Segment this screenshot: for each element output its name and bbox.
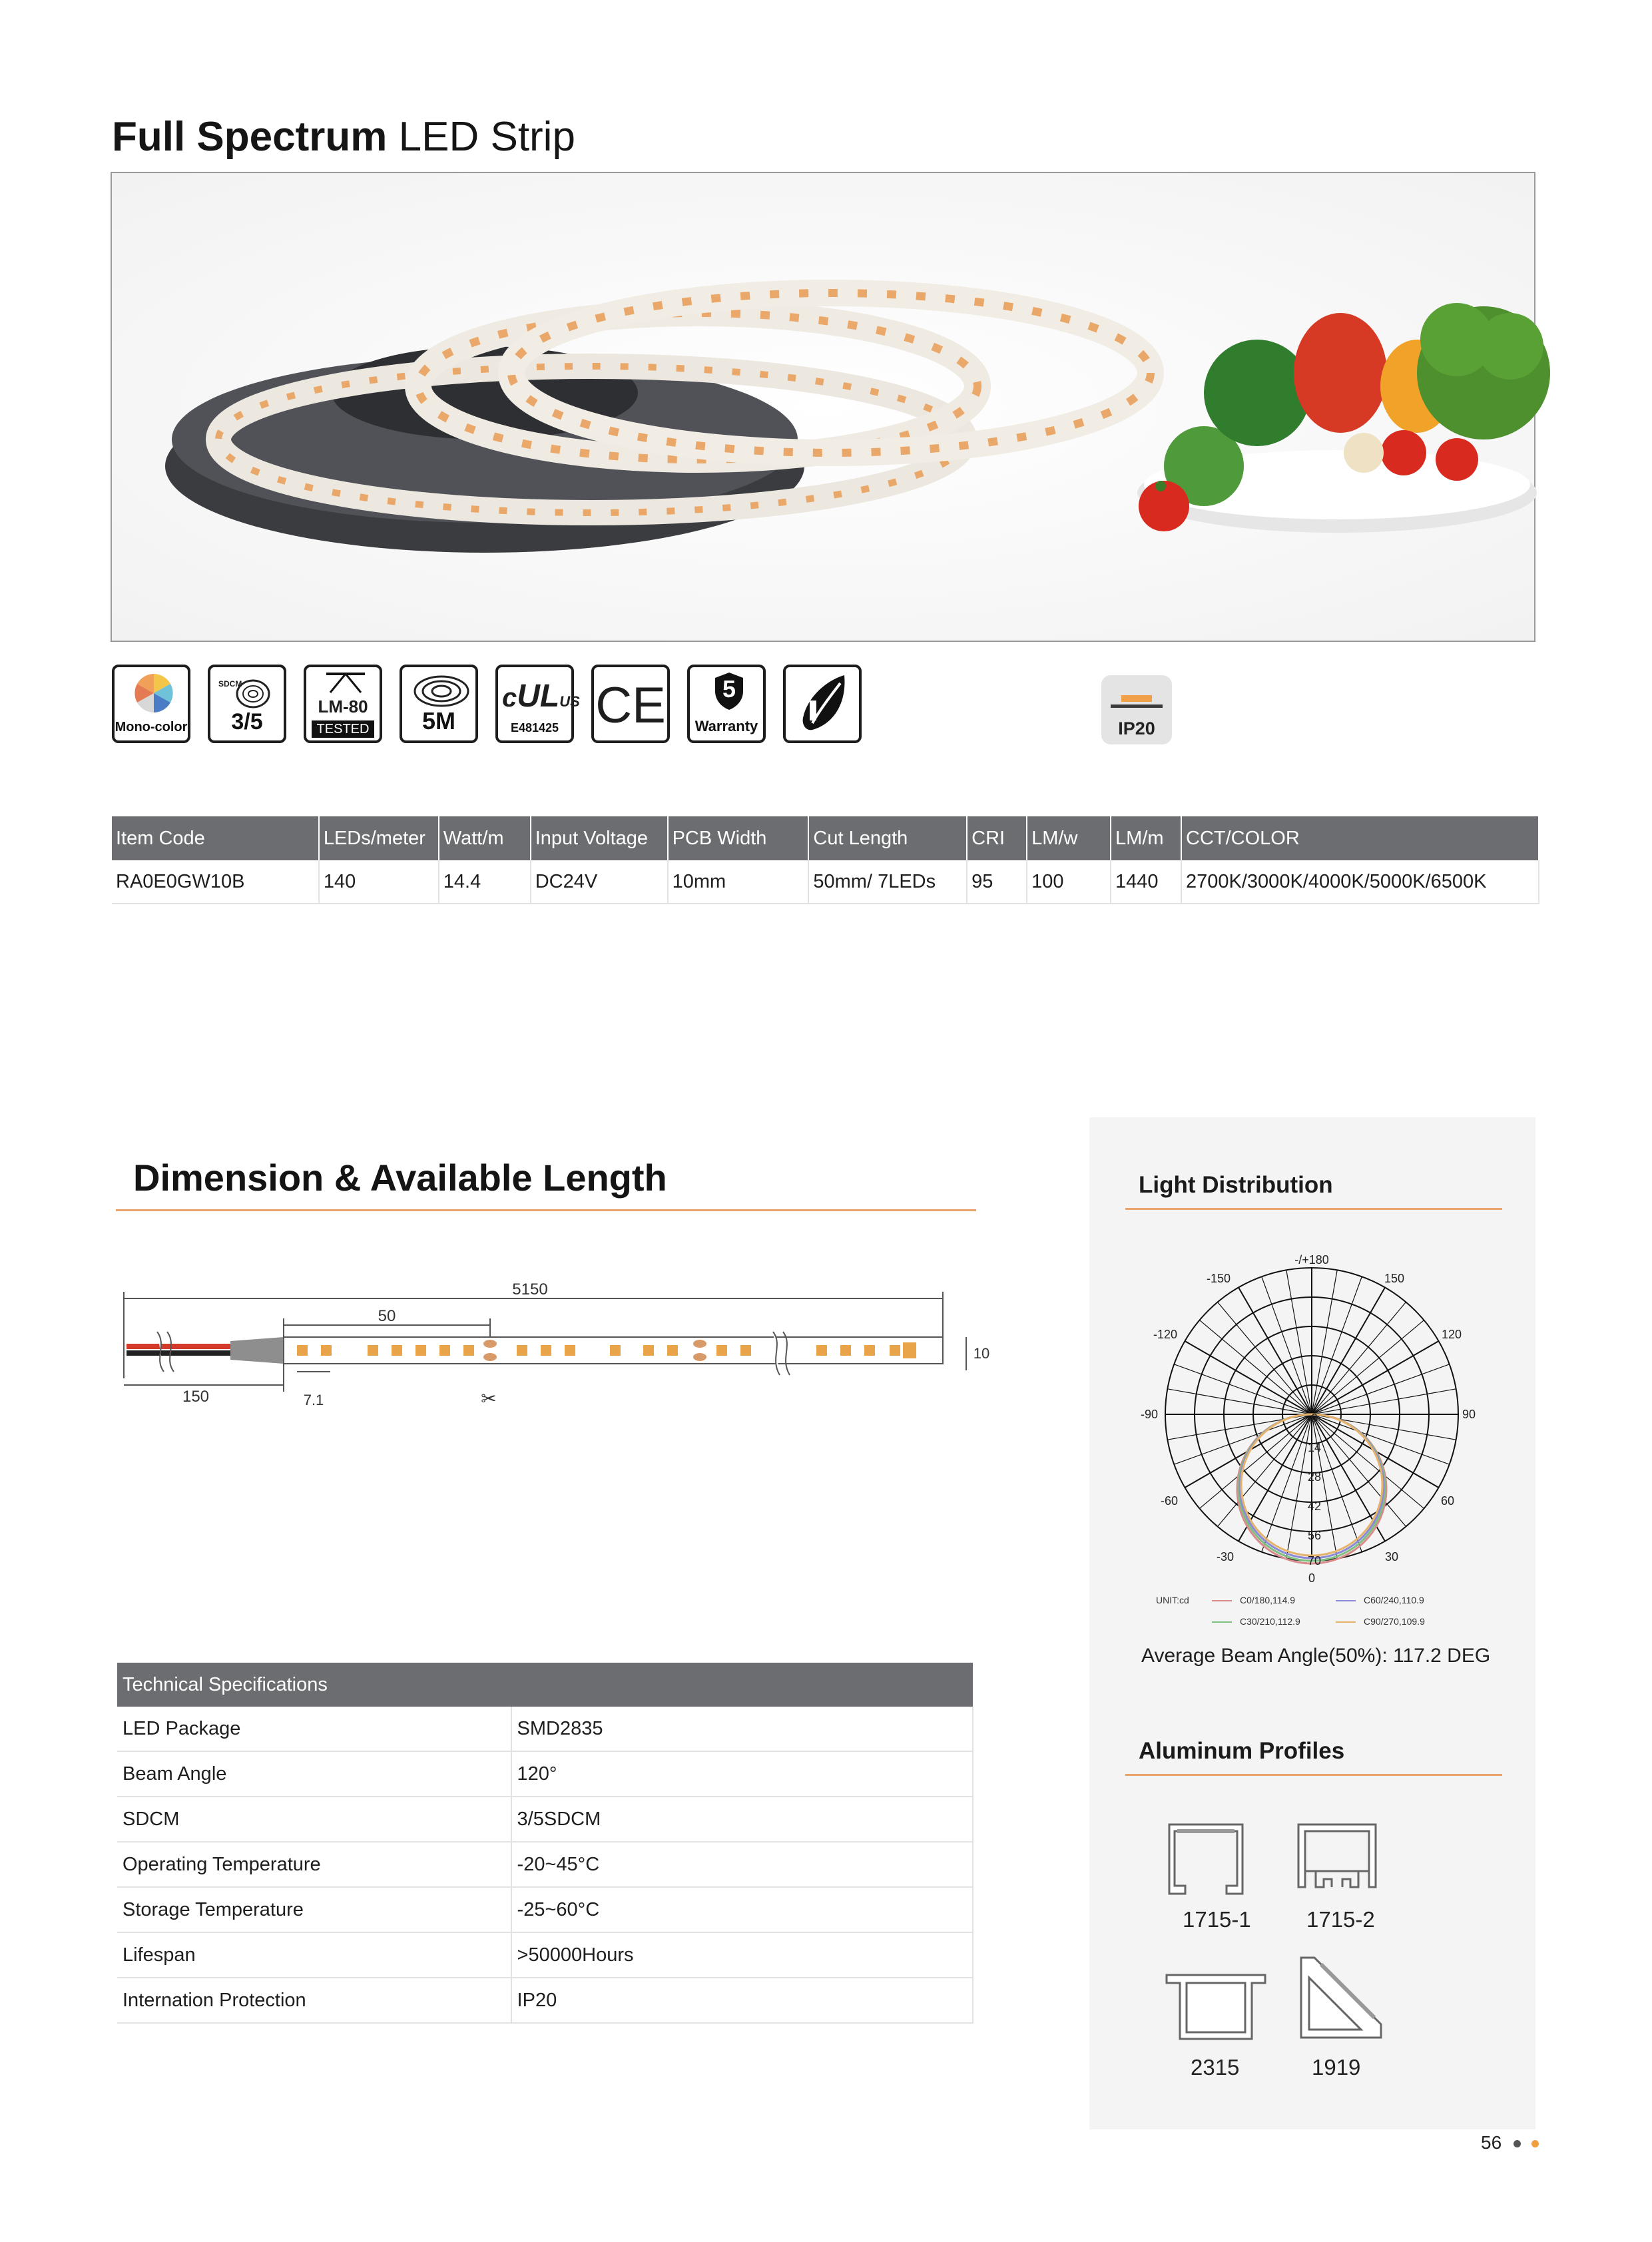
table-row [117, 1751, 973, 1797]
led-strip-photo [112, 173, 1534, 641]
mono-color-badge [112, 665, 190, 743]
angle-label-r1: 120 [1441, 1328, 1462, 1341]
unit-label: UNIT:cd [1156, 1595, 1189, 1605]
erp-leaf-icon [792, 671, 858, 736]
th-pcb-width: PCB Width [668, 816, 809, 860]
profile-label-2: 1715-2 [1306, 1907, 1375, 1932]
page-dot-icon [1514, 2140, 1521, 2147]
spec-key: Beam Angle [117, 1751, 511, 1797]
dim-total-label: 5150 [512, 1280, 548, 1298]
profile-label-4: 1919 [1312, 2055, 1361, 2080]
profile-label-3: 2315 [1191, 2055, 1240, 2080]
sdcm-badge [208, 665, 286, 743]
table-row [117, 1842, 973, 1887]
profile-label-1: 1715-1 [1183, 1907, 1251, 1932]
th-lm-w: LM/w [1027, 816, 1111, 860]
radial-label-28: 28 [1307, 1470, 1322, 1484]
spec-key: LED Package [117, 1707, 511, 1751]
tech-spec-header: Technical Specifications [117, 1663, 973, 1707]
polar-diagram [1125, 1245, 1498, 1631]
page-title-bold: Full Spectrum [112, 114, 388, 160]
cell-leds-meter: 140 [319, 860, 439, 904]
ce-badge [591, 665, 670, 743]
reel-icon [413, 673, 470, 710]
radial-label-0: 0 [1310, 1412, 1318, 1425]
profile-2315-icon [1163, 1968, 1269, 2046]
page-number-text: 56 [1481, 2132, 1502, 2153]
th-cct-color: CCT/COLOR [1181, 816, 1539, 860]
light-distribution-heading: Light Distribution [1139, 1172, 1333, 1198]
angle-label-top: -/+180 [1294, 1253, 1329, 1266]
profile-1715-2-icon [1292, 1818, 1382, 1900]
angle-label-r3: 60 [1440, 1494, 1455, 1508]
sdcm-label: 3/5 [231, 709, 263, 734]
angle-label-tl: -150 [1206, 1272, 1231, 1285]
th-cri: CRI [967, 816, 1027, 860]
legend-c90: C90/270,109.9 [1364, 1616, 1425, 1627]
ul-logo-icon: cULUS [502, 679, 580, 714]
spec-value: IP20 [511, 1978, 973, 2023]
table-row [117, 1932, 973, 1978]
tech-spec-table [117, 1663, 973, 2024]
spec-value: -25~60°C [511, 1887, 973, 1932]
dimension-underline [116, 1209, 976, 1211]
ul-label: E481425 [510, 721, 559, 734]
spec-key: Operating Temperature [117, 1842, 511, 1887]
aluminum-profiles-underline [1125, 1774, 1502, 1776]
cell-cut-length: 50mm/ 7LEDs [808, 860, 967, 904]
cell-lm-w: 100 [1027, 860, 1111, 904]
angle-label-r4: 30 [1384, 1550, 1399, 1563]
angle-label-l1: -120 [1153, 1328, 1178, 1341]
th-input-voltage: Input Voltage [531, 816, 668, 860]
table-row [112, 860, 1539, 904]
angle-label-bottom: 0 [1308, 1571, 1316, 1585]
table-row [117, 1707, 973, 1751]
spec-key: SDCM [117, 1797, 511, 1842]
warranty-badge [687, 665, 766, 743]
hero-image [111, 172, 1535, 642]
spec-value: -20~45°C [511, 1842, 973, 1887]
dim-width-label: 10 [973, 1345, 990, 1362]
page-number [1481, 2132, 1539, 2153]
spec-value: 3/5SDCM [511, 1797, 973, 1842]
ip20-label: IP20 [1118, 718, 1155, 738]
cell-cct-color: 2700K/3000K/4000K/5000K/6500K [1181, 860, 1539, 904]
mono-color-label: Mono-color [115, 720, 188, 734]
profile-1715-1-icon [1163, 1818, 1249, 1900]
radial-label-42: 42 [1307, 1500, 1322, 1513]
svg-text:✂: ✂ [481, 1388, 497, 1410]
dimension-heading: Dimension & Available Length [133, 1157, 667, 1199]
product-spec-table [112, 816, 1539, 904]
spec-key: Lifespan [117, 1932, 511, 1978]
th-cut-length: Cut Length [808, 816, 967, 860]
cell-item-code: RA0E0GW10B [112, 860, 319, 904]
radial-label-70: 70 [1307, 1554, 1322, 1567]
angle-label-l2: -90 [1140, 1408, 1159, 1421]
ip20-bar-icon [1121, 695, 1152, 702]
spec-value: 120° [511, 1751, 973, 1797]
legend-c60: C60/240,110.9 [1364, 1595, 1424, 1605]
beam-angle-text: Average Beam Angle(50%): 117.2 DEG [1141, 1645, 1491, 1667]
page-title [112, 113, 575, 160]
dim-pitch-label: 7.1 [303, 1392, 324, 1408]
cell-lm-m: 1440 [1111, 860, 1181, 904]
erp-badge [783, 665, 862, 743]
th-leds-meter: LEDs/meter [319, 816, 439, 860]
aluminum-profiles-heading: Aluminum Profiles [1139, 1738, 1345, 1764]
cell-input-voltage: DC24V [531, 860, 668, 904]
dim-segment-label: 50 [378, 1307, 396, 1325]
color-wheel-icon [135, 674, 173, 712]
table-row [117, 1978, 973, 2023]
spec-value: >50000Hours [511, 1932, 973, 1978]
legend-c0: C0/180,114.9 [1240, 1595, 1296, 1605]
angle-label-tr: 150 [1384, 1272, 1405, 1285]
lm80-badge [304, 665, 382, 743]
radial-label-14: 14 [1307, 1441, 1322, 1454]
profile-1919-icon [1294, 1951, 1388, 2044]
radial-label-56: 56 [1307, 1529, 1322, 1542]
table-row [117, 1797, 973, 1842]
spec-value: SMD2835 [511, 1707, 973, 1751]
cell-watt: 14.4 [439, 860, 531, 904]
dim-lead-label: 150 [182, 1388, 210, 1406]
angle-label-r2: 90 [1462, 1408, 1476, 1421]
th-watt: Watt/m [439, 816, 531, 860]
dimension-drawing [117, 1278, 996, 1418]
angle-label-l3: -60 [1160, 1494, 1179, 1508]
warranty-years: 5 [722, 675, 736, 702]
page-title-light: LED Strip [398, 114, 575, 160]
th-item-code: Item Code [112, 816, 319, 860]
ce-label: CE [595, 677, 666, 734]
ip20-badge [1101, 675, 1172, 744]
cell-pcb-width: 10mm [668, 860, 809, 904]
spec-key: Internation Protection [117, 1978, 511, 2023]
light-distribution-underline [1125, 1208, 1502, 1210]
angle-label-l4: -30 [1216, 1550, 1235, 1563]
lm80-label: LM-80 [318, 697, 368, 716]
spec-key: Storage Temperature [117, 1887, 511, 1932]
warranty-label: Warranty [694, 718, 758, 734]
table-row [117, 1887, 973, 1932]
product-table-header [112, 816, 1539, 860]
length-badge [400, 665, 478, 743]
length-label: 5M [421, 707, 455, 734]
ul-badge [495, 665, 580, 743]
lamp-icon [322, 671, 369, 694]
legend-c30: C30/210,112.9 [1240, 1616, 1300, 1627]
page-dot-accent-icon [1531, 2140, 1539, 2147]
th-lm-m: LM/m [1111, 816, 1181, 860]
sdcm-small-label: SDCM [218, 679, 242, 689]
cell-cri: 95 [967, 860, 1027, 904]
lm80-tested-label: TESTED [312, 720, 374, 738]
